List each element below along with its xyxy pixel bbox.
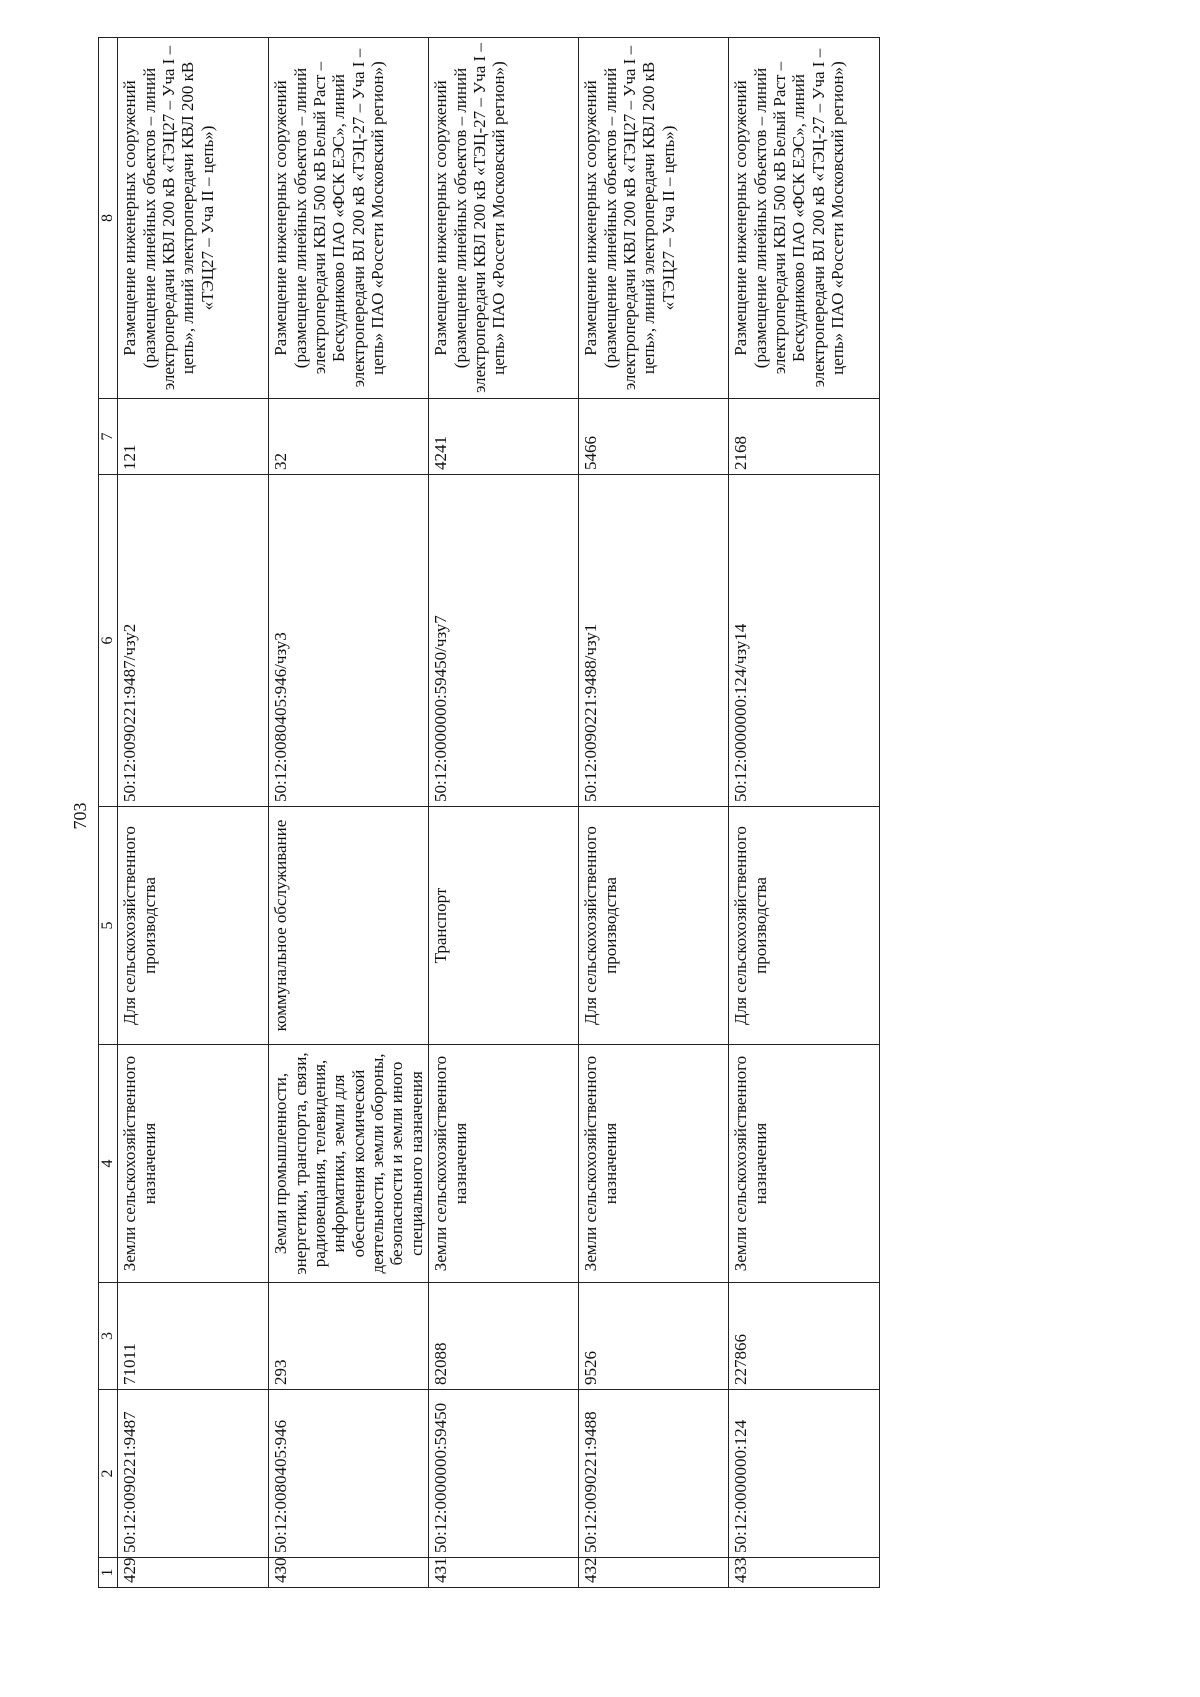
table-row	[269, 38, 429, 1588]
part-number: 50:12:0000000:124/чзу14	[729, 475, 880, 807]
cadastral-number: 50:12:0090221:9487	[118, 1390, 269, 1558]
land-category: Земли сельскохозяйственного назначения	[729, 1045, 880, 1283]
column-header: 6	[99, 475, 118, 807]
row-number: 433	[729, 1558, 880, 1588]
table-row	[118, 38, 269, 1588]
permitted-use: Транспорт	[429, 807, 579, 1045]
part-number: 50:12:0090221:9488/чзу1	[579, 475, 729, 807]
part-area: 121	[118, 399, 269, 475]
cadastral-number: 50:12:0090221:9488	[579, 1390, 729, 1558]
part-number: 50:12:0080405:946/чзу3	[269, 475, 429, 807]
column-header: 1	[99, 1558, 118, 1588]
permitted-use: Для сельскохозяйственного производства	[118, 807, 269, 1045]
plot-area: 71011	[118, 1283, 269, 1390]
table-row	[429, 38, 579, 1588]
part-area: 2168	[729, 399, 880, 475]
purpose: Размещение инженерных сооружений (размещение линейных объектов – линий электропередачи КВЛ 200 кВ «ТЭЦ-27 – Уча I – цепь» ПАО «Россети Московский регион»)	[429, 38, 579, 399]
row-number: 431	[429, 1558, 579, 1588]
row-number: 432	[579, 1558, 729, 1588]
column-header: 8	[99, 38, 118, 399]
cadastral-number: 50:12:0080405:946	[269, 1390, 429, 1558]
row-number: 429	[118, 1558, 269, 1588]
land-category: Земли промышленности, энергетики, транспорта, связи, радиовещания, телевидения, информатики, земли для обеспечения космической деятельности, земли обороны, безопасности и земли иного специального назначения	[269, 1045, 429, 1283]
cadastral-number: 50:12:0000000:124	[729, 1390, 880, 1558]
column-header: 3	[99, 1283, 118, 1390]
cadastral-number: 50:12:0000000:59450	[429, 1390, 579, 1558]
page-number: 703	[70, 802, 90, 830]
permitted-use: Для сельскохозяйственного производства	[579, 807, 729, 1045]
table-row	[579, 38, 729, 1588]
rotated-table-container	[98, 38, 998, 1588]
part-area: 32	[269, 399, 429, 475]
purpose: Размещение инженерных сооружений (размещение линейных объектов – линий электропередачи КВЛ 200 кВ «ТЭЦ27 – Уча I – цепь», линий электропередачи КВЛ 200 кВ «ТЭЦ27 – Уча II – цепь»)	[118, 38, 269, 399]
plot-area: 82088	[429, 1283, 579, 1390]
purpose: Размещение инженерных сооружений (размещение линейных объектов – линий электропередачи КВЛ 200 кВ «ТЭЦ27 – Уча I – цепь», линий электропередачи КВЛ 200 кВ «ТЭЦ27 – Уча II – цепь»)	[579, 38, 729, 399]
permitted-use: Для сельскохозяйственного производства	[729, 807, 880, 1045]
land-plots-table	[98, 37, 880, 1588]
purpose: Размещение инженерных сооружений (размещение линейных объектов – линий электропередачи КВЛ 500 кВ Белый Раст – Бескудниково ПАО «ФСК ЕЭС», линий электропередачи ВЛ 200 кВ «ТЭЦ-27 – Уча I – цепь» ПАО «Россети Московский регион»)	[269, 38, 429, 399]
row-number: 430	[269, 1558, 429, 1588]
land-category: Земли сельскохозяйственного назначения	[579, 1045, 729, 1283]
column-header: 4	[99, 1045, 118, 1283]
purpose: Размещение инженерных сооружений (размещение линейных объектов – линий электропередачи КВЛ 500 кВ Белый Раст – Бескудниково ПАО «ФСК ЕЭС», линий электропередачи ВЛ 200 кВ «ТЭЦ-27 – Уча I – цепь» ПАО «Россети Московский регион»)	[729, 38, 880, 399]
plot-area: 227866	[729, 1283, 880, 1390]
plot-area: 293	[269, 1283, 429, 1390]
column-header: 5	[99, 807, 118, 1045]
column-header: 2	[99, 1390, 118, 1558]
part-number: 50:12:0000000:59450/чзу7	[429, 475, 579, 807]
table-header	[99, 38, 118, 1588]
table-row	[729, 38, 880, 1588]
plot-area: 9526	[579, 1283, 729, 1390]
land-category: Земли сельскохозяйственного назначения	[118, 1045, 269, 1283]
part-area: 4241	[429, 399, 579, 475]
permitted-use: коммунальное обслуживание	[269, 807, 429, 1045]
column-header: 7	[99, 399, 118, 475]
land-category: Земли сельскохозяйственного назначения	[429, 1045, 579, 1283]
part-area: 5466	[579, 399, 729, 475]
part-number: 50:12:0090221:9487/чзу2	[118, 475, 269, 807]
